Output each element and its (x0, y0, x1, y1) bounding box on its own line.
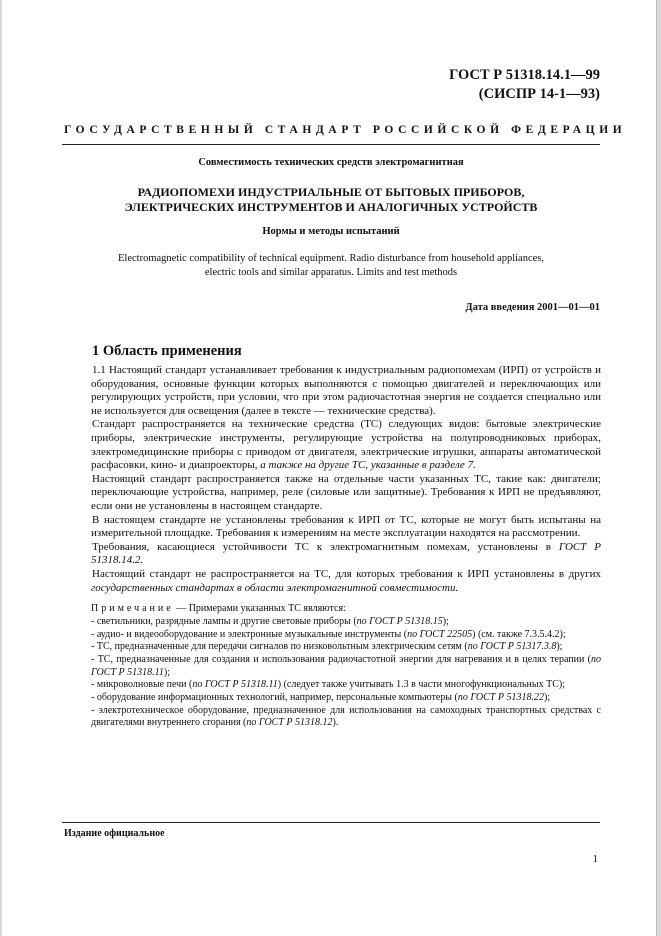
paragraph-2: Стандарт распространяется на технические средства (ТС) следующих видов: бытовые электрические приборы, электрические инструменты, регулирующие устройства на полупроводниковых приборах, электромедицинские приборы с приводом от двигателя, электрические игрушки, аппараты автоматической расфасовки, кино- и диапроекторы, (91, 418, 601, 472)
note-intro (91, 603, 601, 616)
note-item-text: ) (см. также 7.3.5.4.2); (472, 628, 566, 640)
note-item-ref: по ГОСТ 22505 (407, 628, 473, 640)
paragraph-1: 1.1 Настоящий стандарт устанавливает требования к индустриальным радиопомехам (ИРП) от устройств и оборудования, основные функции которых выполняются с помощью двигателей и переключающих или регулирующих устройств, при условии, что при этом радиочастотная энергия не создается специально или не используется для освещения (далее в тексте — технические средства). (91, 364, 601, 417)
note-item-ref: по ГОСТ Р 51318.12 (246, 717, 333, 729)
note-item-text: - аудио- и видеооборудование и электронные музыкальные инструменты ( (91, 628, 408, 640)
title-line-1: РАДИОПОМЕХИ ИНДУСТРИАЛЬНЫЕ ОТ БЫТОВЫХ ПРИБОРОВ, (137, 185, 525, 199)
note-item-text: ); (442, 615, 449, 627)
note-item (91, 705, 601, 730)
agency-heading: ГОСУДАРСТВЕННЫЙ СТАНДАРТ РОССИЙСКОЙ ФЕДЕРАЦИИ (64, 124, 627, 136)
page-number: 1 (592, 853, 598, 865)
top-divider (62, 144, 600, 145)
note-block (91, 603, 601, 730)
paragraph-5-ref: ГОСТ Р 51318.14.2. (91, 540, 601, 567)
note-item-text: ); (543, 692, 551, 704)
document-title (62, 185, 600, 215)
note-label: Примечание (91, 603, 174, 615)
note-item-text: ). (332, 717, 339, 729)
body-text (91, 364, 601, 730)
note-item-text: ); (556, 641, 563, 653)
paragraph (91, 568, 601, 595)
section-title: 1 Область применения (92, 343, 242, 359)
paragraph-2-ref: а также на другие ТС, указанные в разделе 7. (260, 459, 476, 472)
paragraph (91, 473, 601, 514)
introduction-date: Дата введения 2001—01—01 (465, 302, 600, 313)
note-item-text: - ТС, предназначенные для передачи сигналов по низковольтным электрическим сетям ( (91, 641, 468, 653)
note-intro-text: — Примерами указанных ТС являются: (173, 603, 346, 615)
paragraph (91, 541, 601, 568)
paragraph-5: Требования, касающиеся устойчивости ТС к электромагнитным помехам, установлены в (92, 540, 559, 553)
note-item-text: - микроволновые печи ( (91, 679, 193, 691)
note-item (91, 641, 601, 654)
note-item-text: ) (следует также учитывать 1.3 в части многофункциональных ТС); (277, 679, 566, 691)
note-item-ref: по ГОСТ Р 51318.11 (91, 653, 601, 678)
paragraph-6: Настоящий стандарт не распространяется на ТС, для которых требования к ИРП установлены в других (92, 567, 601, 580)
document-page (2, 0, 657, 936)
note-item (91, 692, 601, 705)
note-item-text: - электротехническое оборудование, предназначенное для использования на самоходных транспортных средствах с двигателями внутреннего сгорания ( (91, 704, 601, 729)
paragraph-4: В настоящем стандарте не установлены требования к ИРП от ТС, которые не могут быть испытаны на измерительной площадке. Требования к измерениям на месте эксплуатации находятся на рассмотрении. (91, 513, 601, 540)
bottom-divider (62, 822, 600, 823)
paragraph (91, 364, 601, 418)
note-item-text: - светильники, разрядные лампы и другие световые приборы ( (91, 615, 357, 627)
norms-subtitle: Нормы и методы испытаний (262, 226, 400, 237)
note-item (91, 616, 601, 629)
edition-label: Издание официальное (64, 828, 165, 839)
paragraph (91, 418, 601, 472)
note-item-ref: по ГОСТ Р 51318.11 (192, 679, 278, 691)
note-item-text: - оборудование информационных технологий, например, персональные компьютеры ( (91, 692, 458, 704)
note-item-text: ); (163, 666, 170, 678)
note-item (91, 654, 601, 679)
title-line-2: ЭЛЕКТРИЧЕСКИХ ИНСТРУМЕНТОВ И АНАЛОГИЧНЫХ УСТРОЙСТВ (124, 200, 538, 214)
note-item-ref: по ГОСТ Р 51318.15 (356, 615, 443, 627)
cispr-number: (СИСПР 14-1—93) (478, 86, 600, 102)
standard-number: ГОСТ Р 51318.14.1—99 (449, 67, 600, 83)
english-title-line-2: electric tools and similar apparatus. Limits and test methods (204, 266, 458, 278)
paragraph (91, 514, 601, 541)
paragraph-6-ref: государственных стандартах в области электромагнитной совместимости. (91, 581, 459, 594)
note-item (91, 629, 601, 642)
subject-heading: Совместимость технических средств электромагнитная (198, 157, 464, 168)
note-item-ref: по ГОСТ Р 51317.3.8 (467, 641, 557, 653)
document-code (449, 66, 600, 104)
note-item (91, 679, 601, 692)
paragraph-3: Настоящий стандарт распространяется также на отдельные части указанных ТС, такие как: двигатели; переключающие устройства, например, реле (силовые или защитные). Требования к ИРП не предъявляют, если они не установлены в настоящем стандарте. (91, 472, 601, 512)
note-item-text: - ТС, предназначенные для создания и использования радиочастотной энергии для нагревания и в целях терапии ( (91, 653, 591, 665)
english-title (62, 252, 600, 279)
note-item-ref: по ГОСТ Р 51318.22 (457, 692, 544, 704)
english-title-line-1: Electromagnetic compatibility of technical equipment. Radio disturbance from household appliances, (118, 253, 544, 264)
